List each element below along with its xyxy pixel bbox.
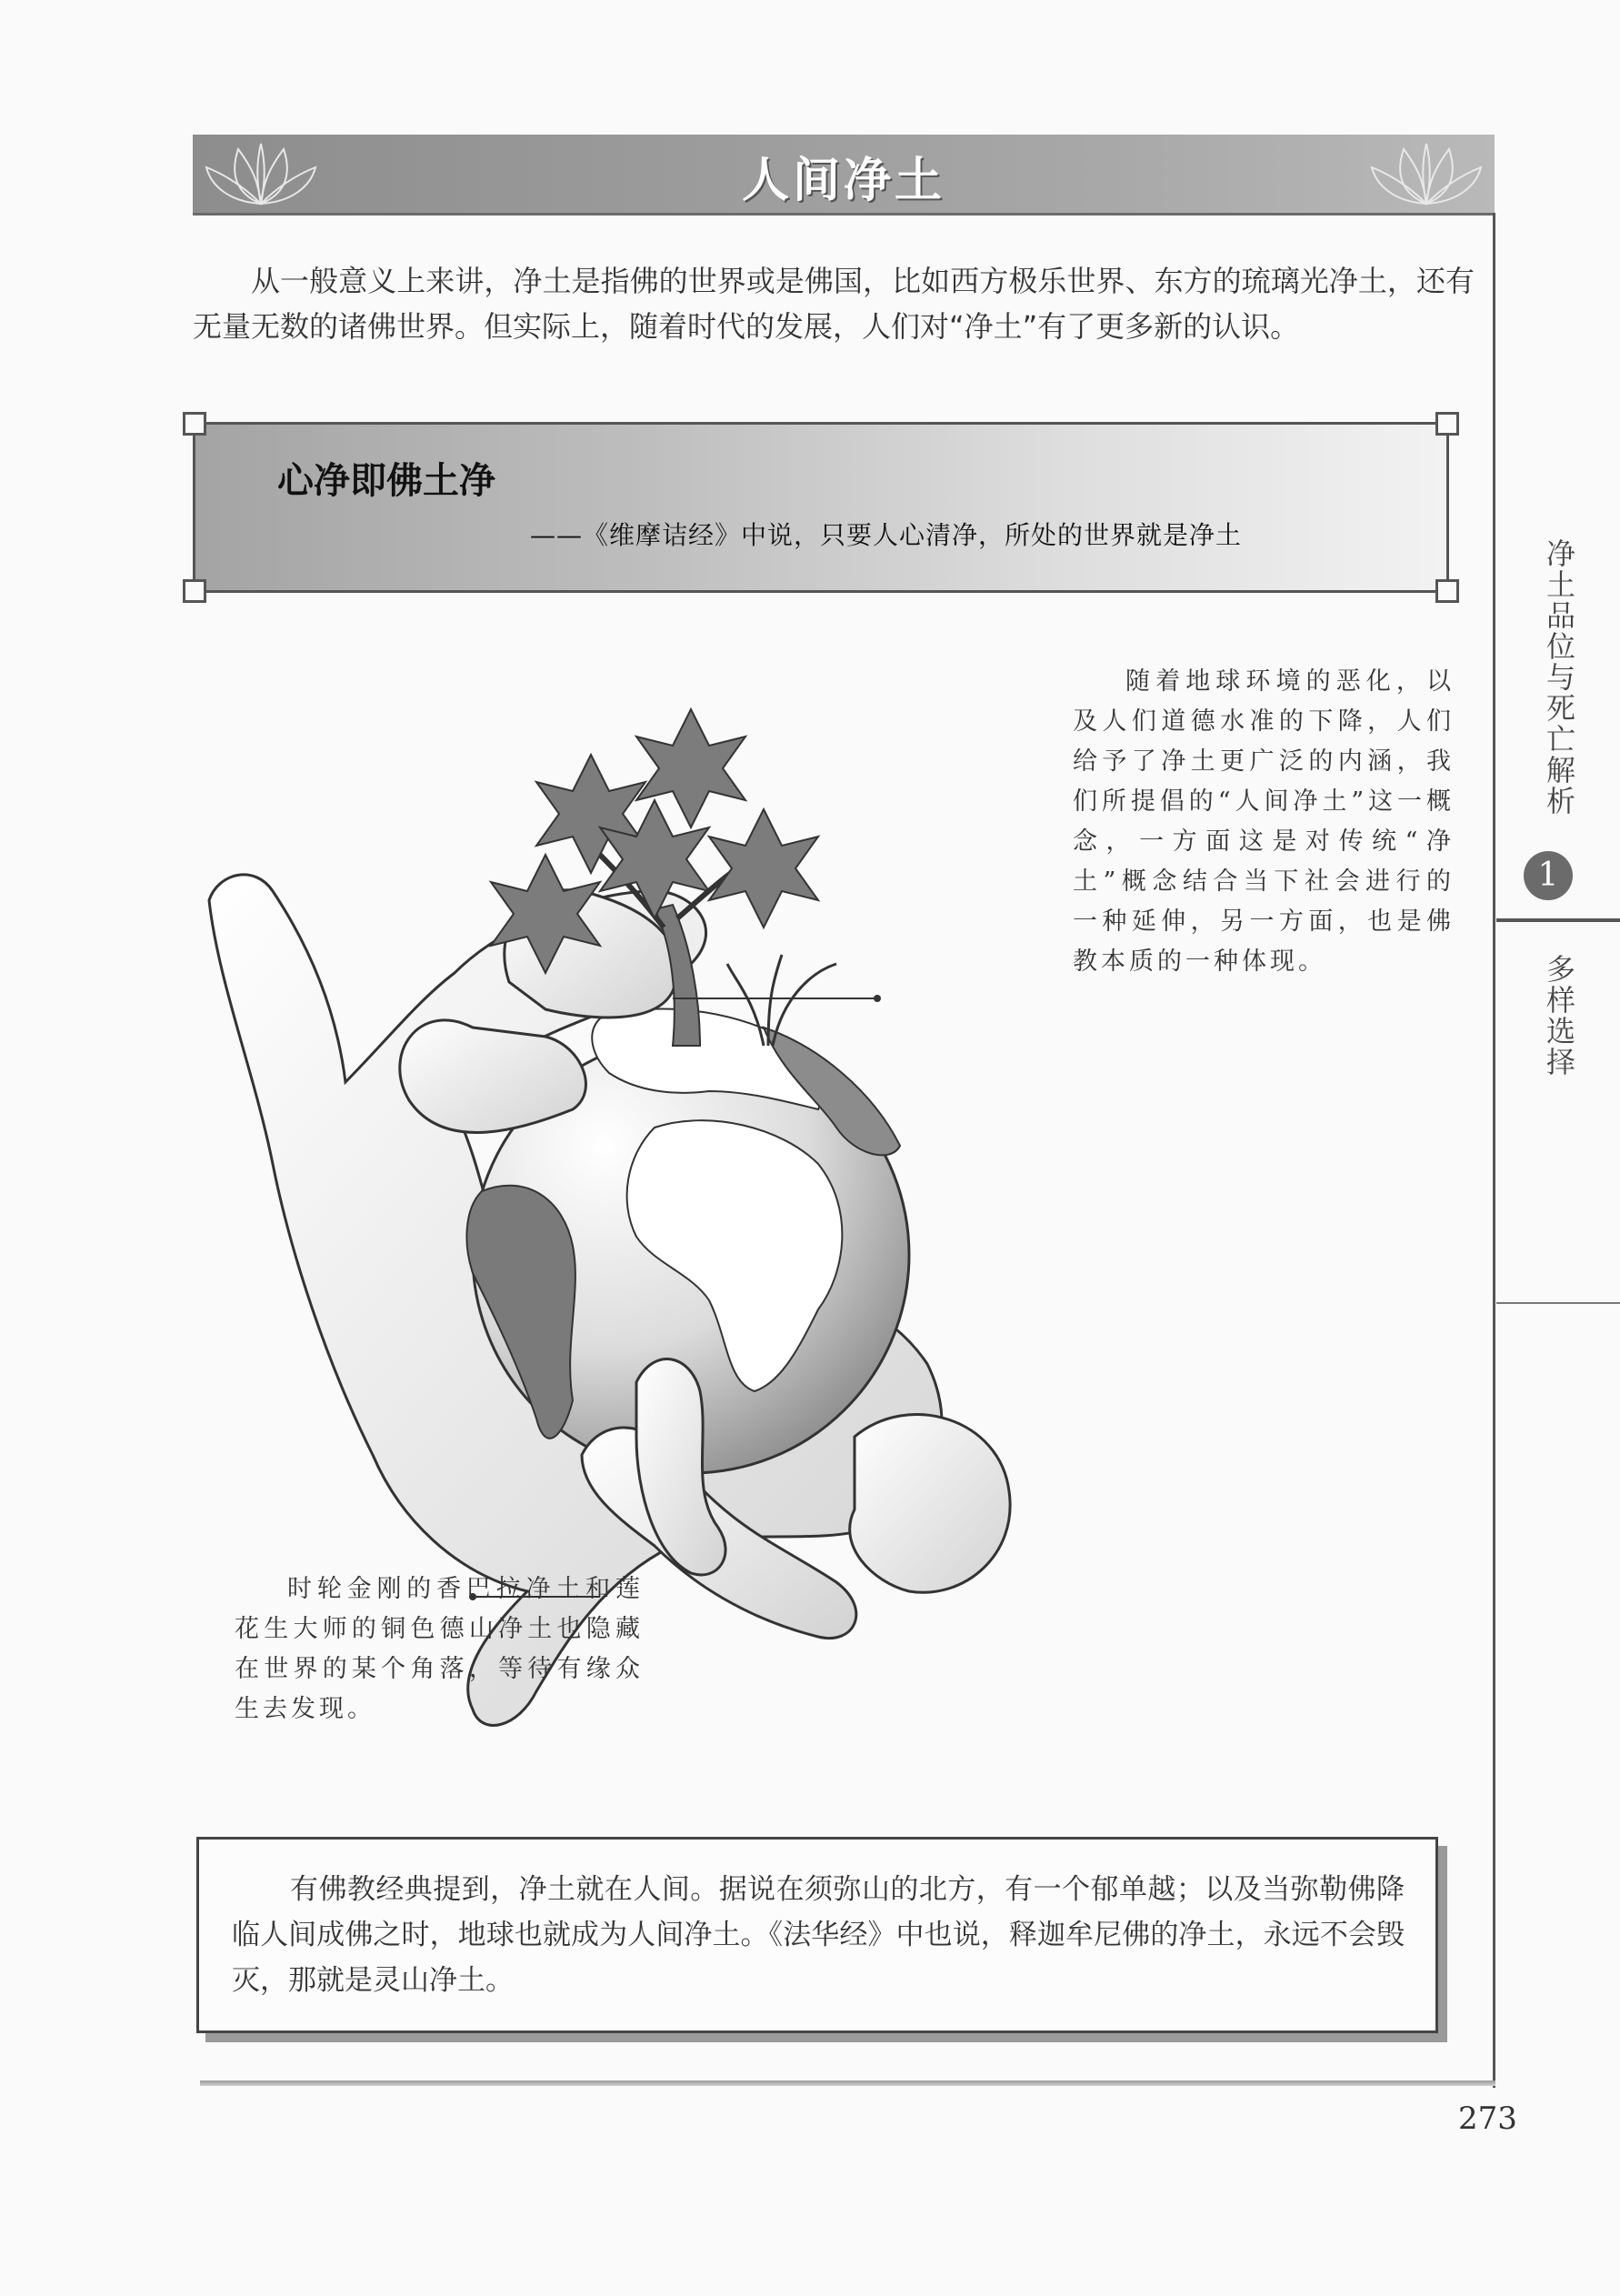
frame-corner	[1435, 412, 1459, 436]
chapter-number-badge: 1	[1524, 851, 1573, 900]
callout-right: 随着地球环境的恶化，以及人们道德水准的下降，人们给予了净土更广泛的内涵，我们所提倡的“人间净土”这一概念，一方面这是对传统“净土”概念结合当下社会进行的一种延伸，另一方面，也是佛教本质的一种体现。	[1073, 667, 1455, 976]
callout-left: 时轮金刚的香巴拉净土和莲花生大师的铜色德山净土也隐藏在世界的某个角落，等待有缘众生去发现。	[235, 1575, 644, 1723]
frame-bottom-rule	[200, 2080, 1495, 2086]
frame-corner	[183, 412, 206, 436]
section-heading: 心净即佛土净	[277, 460, 495, 502]
title-band	[193, 135, 1495, 216]
section-side-tab	[1496, 213, 1620, 1304]
quote-box	[196, 1837, 1438, 2033]
frame-corner	[183, 579, 206, 603]
intro-paragraph: 从一般意义上来讲，净土是指佛的世界或是佛国，比如西方极乐世界、东方的琉璃光净土，还有无量无数的诸佛世界。但实际上，随着时代的发展，人们对“净土”有了更多新的认识。	[193, 264, 1475, 344]
lotus-ornament-icon	[1367, 140, 1485, 207]
frame-corner	[1435, 579, 1459, 603]
page-title: 人间净土	[741, 154, 945, 208]
quote-text: 有佛教经典提到，净土就在人间。据说在须弥山的北方，有一个郁单越；以及当弥勒佛降临人间成佛之时，地球也就成为人间净土。《法华经》中也说，释迦牟尼佛的净土，永远不会毁灭，那就是灵山净土。	[232, 1873, 1405, 1997]
frame-right-rule	[1493, 213, 1495, 2088]
chapter-title-vertical: 净土品位与死亡解析	[1542, 538, 1576, 817]
section-heading-box	[193, 422, 1449, 593]
section-subheading: ——《维摩诘经》中说，只要人心清净，所处的世界就是净土	[530, 520, 1243, 550]
page-number: 273	[1458, 2100, 1517, 2137]
side-tab-bottom-rule	[1496, 1302, 1620, 1304]
section-title-vertical: 多样选择	[1542, 954, 1576, 1078]
